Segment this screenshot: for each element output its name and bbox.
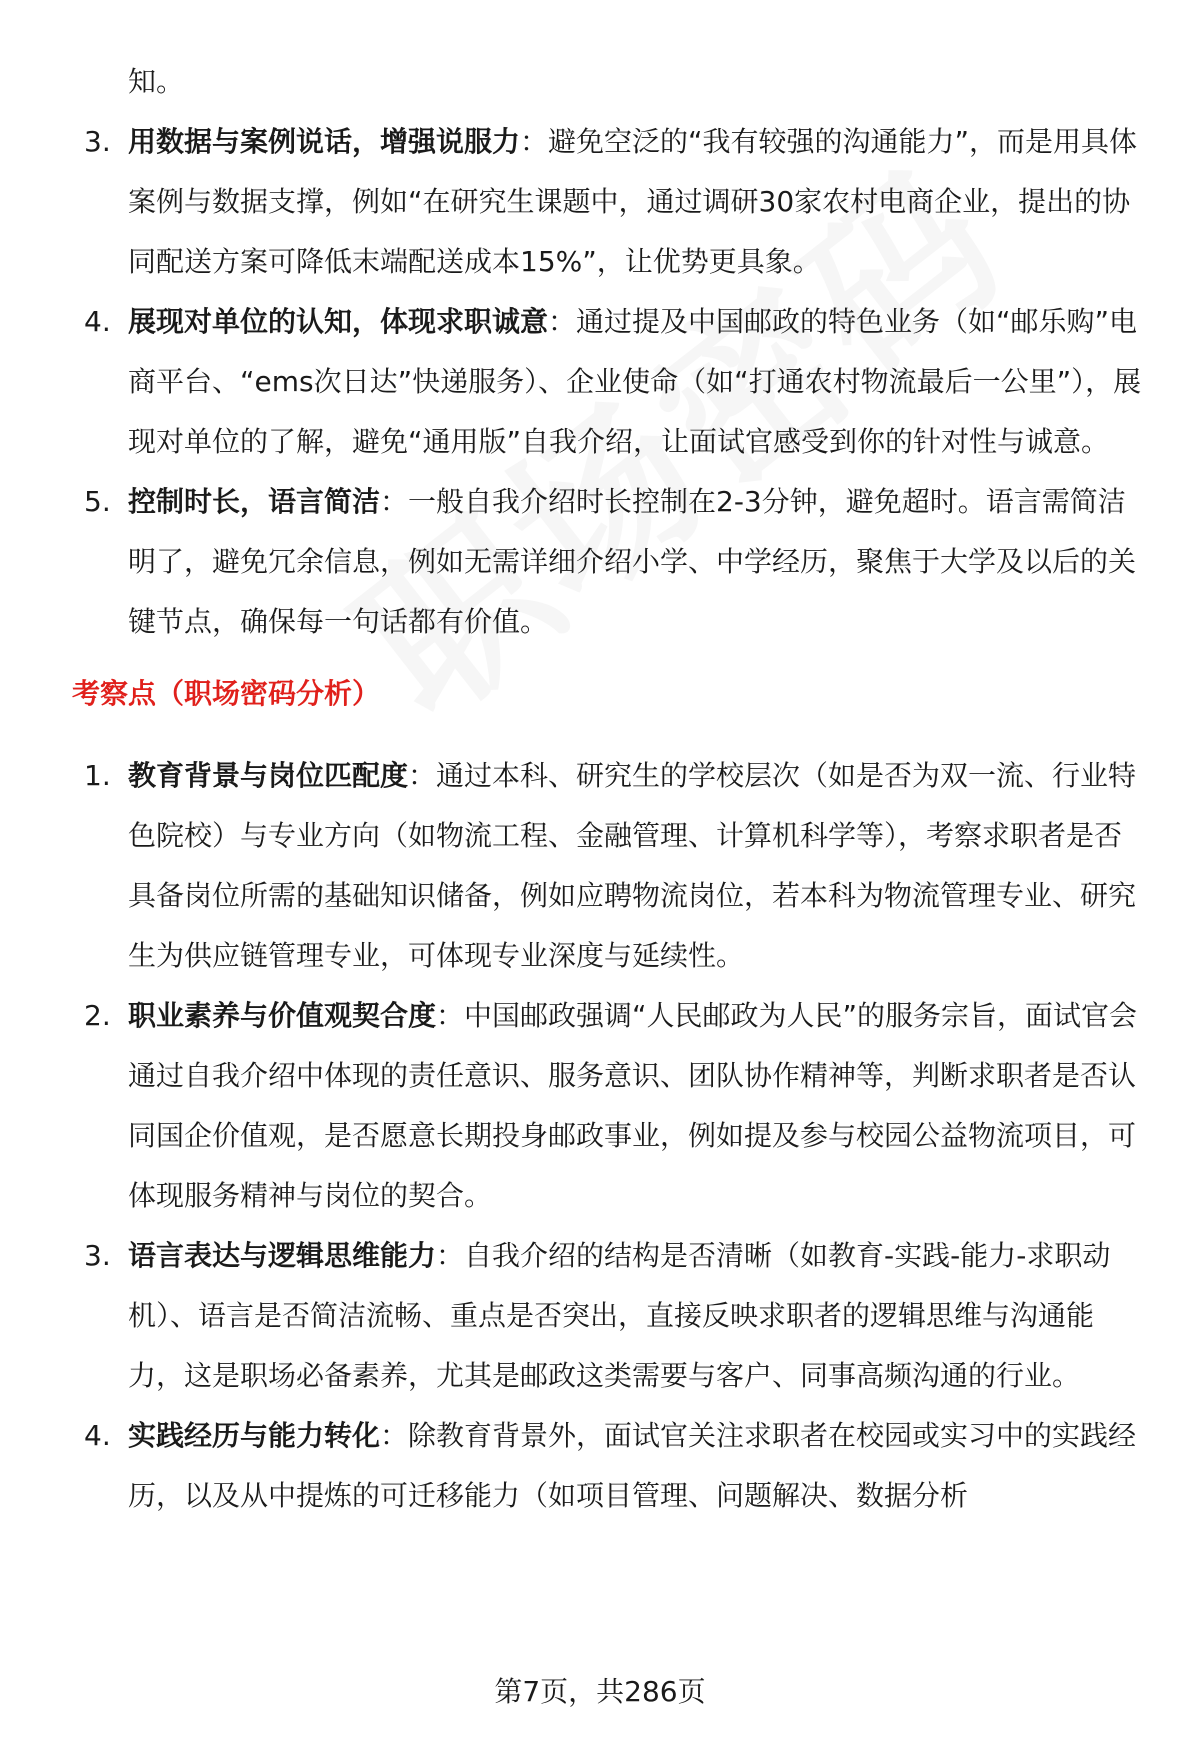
item-title: 实践经历与能力转化: [128, 1419, 381, 1452]
list-item: [84, 1406, 1148, 1526]
list-item: [84, 112, 1148, 292]
page-number-footer: 第7页，共286页: [494, 1675, 706, 1708]
item-text: ：通过本科、研究生的学校层次（如是否为双一流、行业特色院校）与专业方向（如物流工程、金融管理、计算机科学等），考察求职者是否具备岗位所需的基础知识储备，例如应聘物流岗位，若本科为物流管理专业、研究生为供应链管理专业，可体现专业深度与延续性。: [128, 759, 1137, 972]
list-item: [84, 1226, 1148, 1406]
item-number: 4.: [84, 1419, 111, 1452]
item-text: ：自我介绍的结构是否清晰（如教育-实践-能力-求职动机）、语言是否简洁流畅、重点是否突出，直接反映求职者的逻辑思维与沟通能力，这是职场必备素养，尤其是邮政这类需要与客户、同事高频沟通的行业。: [128, 1239, 1111, 1392]
item-number: 4.: [84, 305, 111, 338]
item-number: 1.: [84, 759, 111, 792]
item-text: ：通过提及中国邮政的特色业务（如“邮乐购”电商平台、“ems次日达”快递服务）、企业使命（如“打通农村物流最后一公里”），展现对单位的了解，避免“通用版”自我介绍，让面试官感受到你的针对性与诚意。: [128, 305, 1142, 458]
item-number: 2.: [84, 999, 111, 1032]
list-item: [84, 292, 1148, 472]
item-title: 控制时长，语言简洁: [128, 485, 381, 518]
item-number: 5.: [84, 485, 111, 518]
item-title: 教育背景与岗位匹配度: [128, 759, 409, 792]
item-text: ：中国邮政强调“人民邮政为人民”的服务宗旨，面试官会通过自我介绍中体现的责任意识、服务意识、团队协作精神等，判断求职者是否认同国企价值观，是否愿意长期投身邮政事业，例如提及参与校园公益物流项目，可体现服务精神与岗位的契合。: [128, 999, 1138, 1212]
item-text: ：一般自我介绍时长控制在2-3分钟，避免超时。语言需简洁明了，避免冗余信息，例如无需详细介绍小学、中学经历，聚焦于大学及以后的关键节点，确保每一句话都有价值。: [128, 485, 1137, 638]
item-text: ：避免空泛的“我有较强的沟通能力”，而是用具体案例与数据支撑，例如“在研究生课题中，通过调研30家农村电商企业，提出的协同配送方案可降低末端配送成本15%”，让优势更具象。: [128, 125, 1138, 278]
item-text: ：除教育背景外，面试官关注求职者在校园或实习中的实践经历，以及从中提炼的可迁移能力（如项目管理、问题解决、数据分析: [128, 1419, 1137, 1512]
item-number: 3.: [84, 1239, 111, 1272]
section-heading: 考察点（职场密码分析）: [72, 677, 381, 710]
continuation-text: 知。: [128, 65, 185, 98]
item-title: 展现对单位的认知，体现求职诚意: [128, 305, 549, 338]
item-title: 职业素养与价值观契合度: [128, 999, 437, 1032]
item-title: 用数据与案例说话，增强说服力: [128, 125, 521, 158]
assessment-list: [0, 746, 1200, 1526]
tips-list: [0, 112, 1200, 652]
item-number: 3.: [84, 125, 111, 158]
list-item: [84, 472, 1148, 652]
list-item: [84, 986, 1148, 1226]
document-body: [0, 52, 1200, 1526]
item-title: 语言表达与逻辑思维能力: [128, 1239, 437, 1272]
list-item: [84, 746, 1148, 986]
